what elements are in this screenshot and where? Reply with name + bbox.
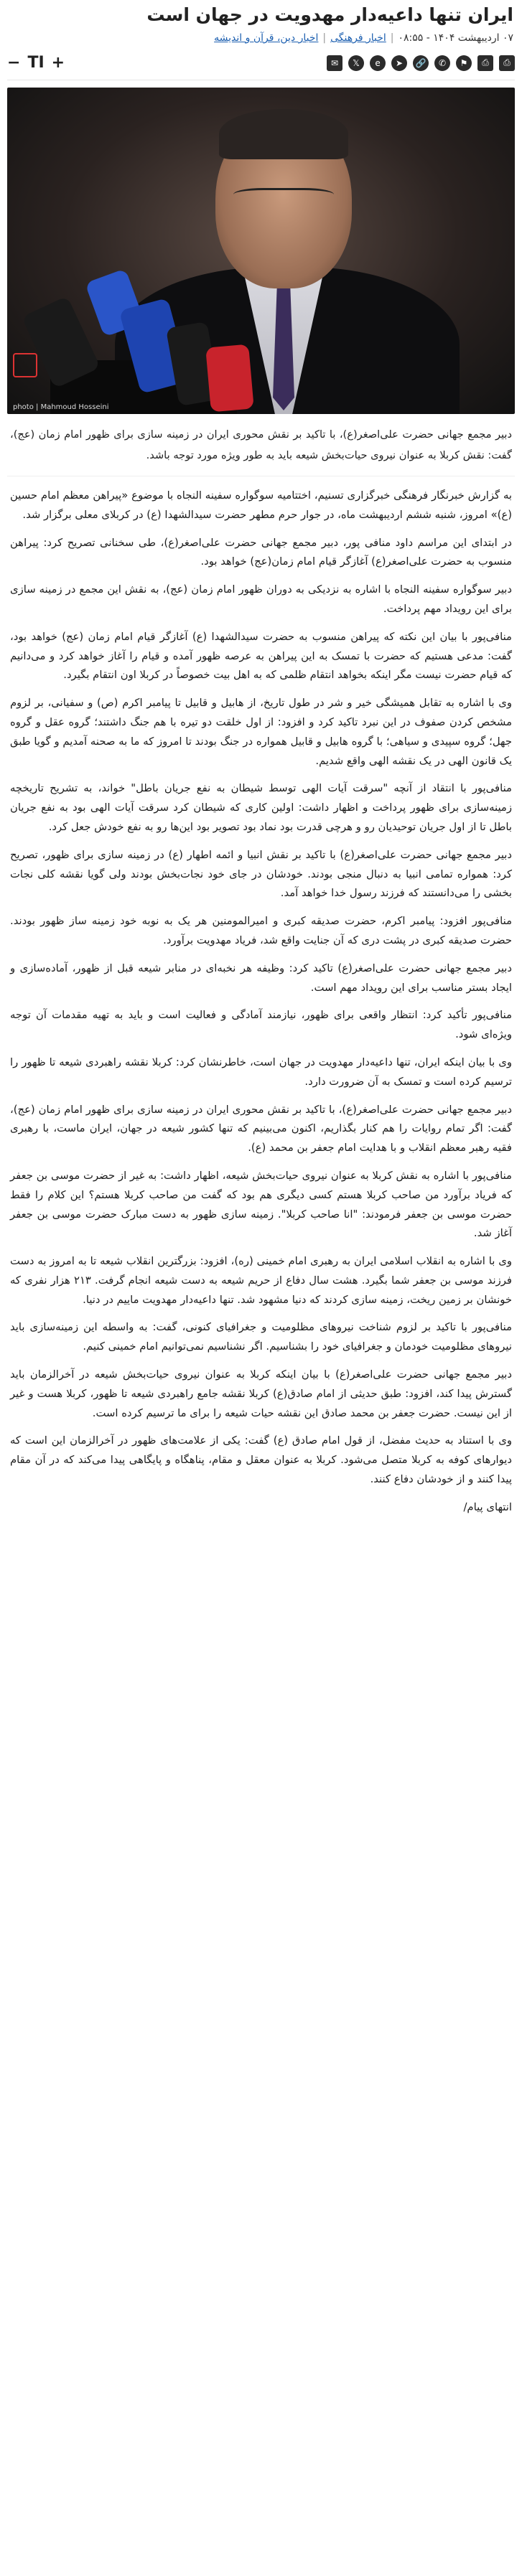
body-paragraph: منافی‌پور با انتقاد از آنچه "سرقت آیات الهی توسط شیطان به نفع جریان باطل" خواند، به تشریح تاریخچه زمینه‌سازی برای ظهور پرداخت و اظهار داشت: اولین کاری که شیطان کرد سرقت آیات الهی بود به نفع جریان باطل تا از اول جریان توحیدیان رو و هرچی قدرت بود نماد بود تصویر بود این‌ها رو به نفع خودش جعل کرد. <box>10 782 512 833</box>
article-meta <box>7 30 515 46</box>
eitaa-icon[interactable]: e <box>370 55 386 71</box>
body-paragraph: منافی‌پور تأکید کرد: انتظار واقعی برای ظهور، نیازمند آمادگی و فعالیت است و باید به تهیه مقدمات آن توجه ویژه‌ای شود. <box>10 1009 512 1041</box>
article-toolbar <box>7 46 515 80</box>
body-paragraph: به گزارش خبرنگار فرهنگی خبرگزاری تسنیم، اختتامیه سوگواره سفینه النجاه با موضوع «پیراهن معظم امام حسین (ع)» امروز، شنبه ششم اردیبهشت ماه، در جوار حرم مطهر حضرت سیدالشهدا (ع) در کربلای معلی برگزار شد. <box>10 489 512 521</box>
body-paragraph: منافی‌پور با تاکید بر لزوم شناخت نیروهای مظلومیت و جغرافیای کنونی، گفت: به واسطه این زمینه‌سازی باید نیروهای مظلومیت خودمان و جغرافیای خود را بشناسیم. اگر نشناسیم نمی‌توانیم امام خمینی کنیم. <box>10 1321 512 1353</box>
article-lead: دبیر مجمع جهانی حضرت علی‌اصغر(ع)، با تاکید بر نقش محوری ایران در زمینه سازی برای ظهور امام زمان (عج)، گفت: نقش کربلا به عنوان نیروی حیات‌بخش شیعه باید به طور ویژه مورد توجه باشد. <box>7 424 515 476</box>
twitter-icon[interactable]: 𝕏 <box>348 55 364 71</box>
body-paragraph: دبیر مجمع جهانی حضرت علی‌اصغر(ع) با بیان اینکه کربلا به عنوان نیروی حیات‌بخش شیعه در آخرالزمان باید گسترش پیدا کند، افزود: طبق حدیثی از امام صادق(ع) کربلا نقشه جامع راهبردی شیعه تا ظهور، کربلا هست و غیر از این نیست. حضرت جعفر بن محمد صادق این نقشه حیات شیعه را برای ما ترسیم کرده است. <box>10 1368 512 1419</box>
article-body <box>7 486 515 1518</box>
publish-datetime: ۰۷ اردیبهشت ۱۴۰۴ - ۰۸:۵۵ <box>398 32 513 44</box>
body-paragraph: دبیر سوگواره سفینه النجاه با اشاره به نزدیکی به دوران ظهور امام زمان (عج)، به نقش این مجمع در زمینه سازی برای این رویداد مهم پرداخت. <box>10 583 512 615</box>
body-paragraph: وی با بیان اینکه ایران، تنها داعیه‌دار مهدویت در جهان است، خاطرنشان کرد: کربلا نقشه راهبردی شیعه تا ظهور را ترسیم کرده است و تمسک به آن ضرورت دارد. <box>10 1056 512 1088</box>
body-paragraph: وی با استناد به حدیث مفضل، از قول امام صادق (ع) گفت: یکی از علامت‌های ظهور در آخرالزمان این است که دیوارهای کوفه به کربلا متصل می‌شود. کربلا به عنوان معقل و مقام، پناهگاه و پایگاهی پیدا می‌کند که در آن مقام پیدا کنند و از خودشان دفاع کنند. <box>10 1434 512 1486</box>
body-paragraph: منافی‌پور با اشاره به نقش کربلا به عنوان نیروی حیات‌بخش شیعه، اظهار داشت: به غیر از حضرت موسی بن جعفر که فریاد برآورد من صاحب کربلا هستم کسی دیگری هم بود که گفت من صاحب کربلا هستم؟ این کلام را فقط حضرت موسی بن جعفر فرمودند: "انا صاحب کربلا". زمینه سازی ظهور به دست مبارک حضرت موسی بن جعفر آغاز شد. <box>10 1169 512 1240</box>
font-size-label: TI <box>27 54 45 72</box>
meta-separator: | <box>390 32 394 44</box>
body-paragraph: دبیر مجمع جهانی حضرت علی‌اصغر(ع)، با تاکید بر نقش محوری ایران در زمینه سازی برای ظهور امام زمان (عج)، گفت: اگر تمام روایات را هم کنار بگذاریم، اکنون می‌بینیم که تنها کشور شیعه در جهان، ایران ماست، با رهبری فقیه رهبر معظم انقلاب و با هدایت امام جعفر بن محمد (ع). <box>10 1103 512 1155</box>
microphone-icon <box>205 344 254 413</box>
photo-subject-glasses <box>233 188 334 210</box>
whatsapp-icon[interactable]: ✆ <box>434 55 450 71</box>
body-paragraph: منافی‌پور افزود: پیامبر اکرم، حضرت صدیقه کبری و امیرالمومنین هر یک به نوبه خود زمینه ساز ظهور بودند. حضرت صدیقه کبری در پشت دری که آن جنایت واقع شد، فریاد مهدویت برآورد. <box>10 915 512 946</box>
share-bar <box>327 55 515 71</box>
body-paragraph: دبیر مجمع جهانی حضرت علی‌اصغر(ع) با تاکید بر نقش انبیا و ائمه اطهار (ع) در زمینه سازی برای ظهور، تصریح کرد: همواره تمامی انبیا به دنبال منجی بودند. خودشان در جای خود نجات‌بخش بودند ولی گویا نقشه کلی نجات بخشی را می‌دانستند که فرزند رسول خدا خواهد آمد. <box>10 848 512 900</box>
end-of-article: انتهای پیام/ <box>463 1500 512 1513</box>
body-paragraph: در ابتدای این مراسم داود منافی پور، دبیر مجمع جهانی حضرت علی‌اصغر(ع)، طی سخنانی تصریح کرد: پیراهن منسوب به حضرت علی‌اصغر(ع) آغازگر قیام امام زمان(عج) خواهد بود. <box>10 536 512 568</box>
body-paragraph: وی با اشاره به انقلاب اسلامی ایران به رهبری امام خمینی (ره)، افزود: بزرگترین انقلاب شیعه تا به امروز به دست فرزند موسی بن جعفر شما بگیرد. هشت سال دفاع از حریم شیعه به دست شیعه انجام گرفت. ۲۱۳ هزار نفری که خونشان بر زمین ریخت، زمینه سازی کردند که دنیا مشهود شد. تنها داعیه‌دار مهدویت ماییم در دنیا. <box>10 1255 512 1306</box>
bookmark-icon[interactable]: ⚑ <box>456 55 472 71</box>
body-paragraph: دبیر مجمع جهانی حضرت علی‌اصغر(ع) تاکید کرد: وظیفه هر نخبه‌ای در منابر شیعه قبل از ظهور، آماده‌سازی و ایجاد بستر مناسب برای این رویداد مهم است. <box>10 962 512 994</box>
article-photo <box>7 88 515 414</box>
article-title: ایران تنها داعیه‌دار مهدویت در جهان است <box>146 4 513 25</box>
telegram-icon[interactable]: ➤ <box>391 55 407 71</box>
category-link[interactable]: اخبار فرهنگی <box>330 32 386 44</box>
font-decrease-button[interactable]: − <box>7 54 21 72</box>
print-icon[interactable]: ⎙ <box>477 55 493 71</box>
font-size-control <box>7 54 65 72</box>
body-paragraph: منافی‌پور با بیان این نکته که پیراهن منسوب به حضرت سیدالشهدا (ع) آغازگر قیام امام زمان (عج) خواهد بود، گفت: مدعی هستیم که حضرت با تمسک به این پیراهن به عرصه ظهور آمده و قیام را آغاز خواهد کرد و می‌دانیم که قیام حضرت نیست مگر اینکه بخواهد انتقام ظلمی که به اهل بیت خصوصاً در کربلا اون انتقام بگیرد. <box>10 630 512 682</box>
email-icon[interactable]: ✉ <box>327 55 342 71</box>
link-icon[interactable]: 🔗 <box>413 55 429 71</box>
tasnim-logo-watermark <box>13 353 37 377</box>
font-increase-button[interactable]: + <box>51 54 65 72</box>
body-paragraph: وی با اشاره به تقابل همیشگی خیر و شر در طول تاریخ، از هابیل و قابیل تا پیامبر اکرم (ص) و سفیانی، بر لزوم مشخص کردن صفوف در این نبرد تاکید کرد و افزود: از اول خلقت دو تیره با هم جنگ داشتند؛ گروه عقل و گروه جهل؛ گروه سپیدی و سیاهی؛ با گروه هابیل و قابیل همواره در جنگ بودند تا امروز که ما به صحنه آمدیم و گویا طبق یک قانون الهی در یک نقشه الهی واقع شدیم. <box>10 697 512 767</box>
photo-subject-hair <box>219 109 348 159</box>
print-icon[interactable]: ⎙ <box>499 55 515 71</box>
meta-separator: | <box>322 32 327 44</box>
subcategory-link[interactable]: اخبار دین، قرآن و اندیشه <box>214 32 319 44</box>
photo-credit: photo | Mahmoud Hosseini <box>13 403 109 411</box>
